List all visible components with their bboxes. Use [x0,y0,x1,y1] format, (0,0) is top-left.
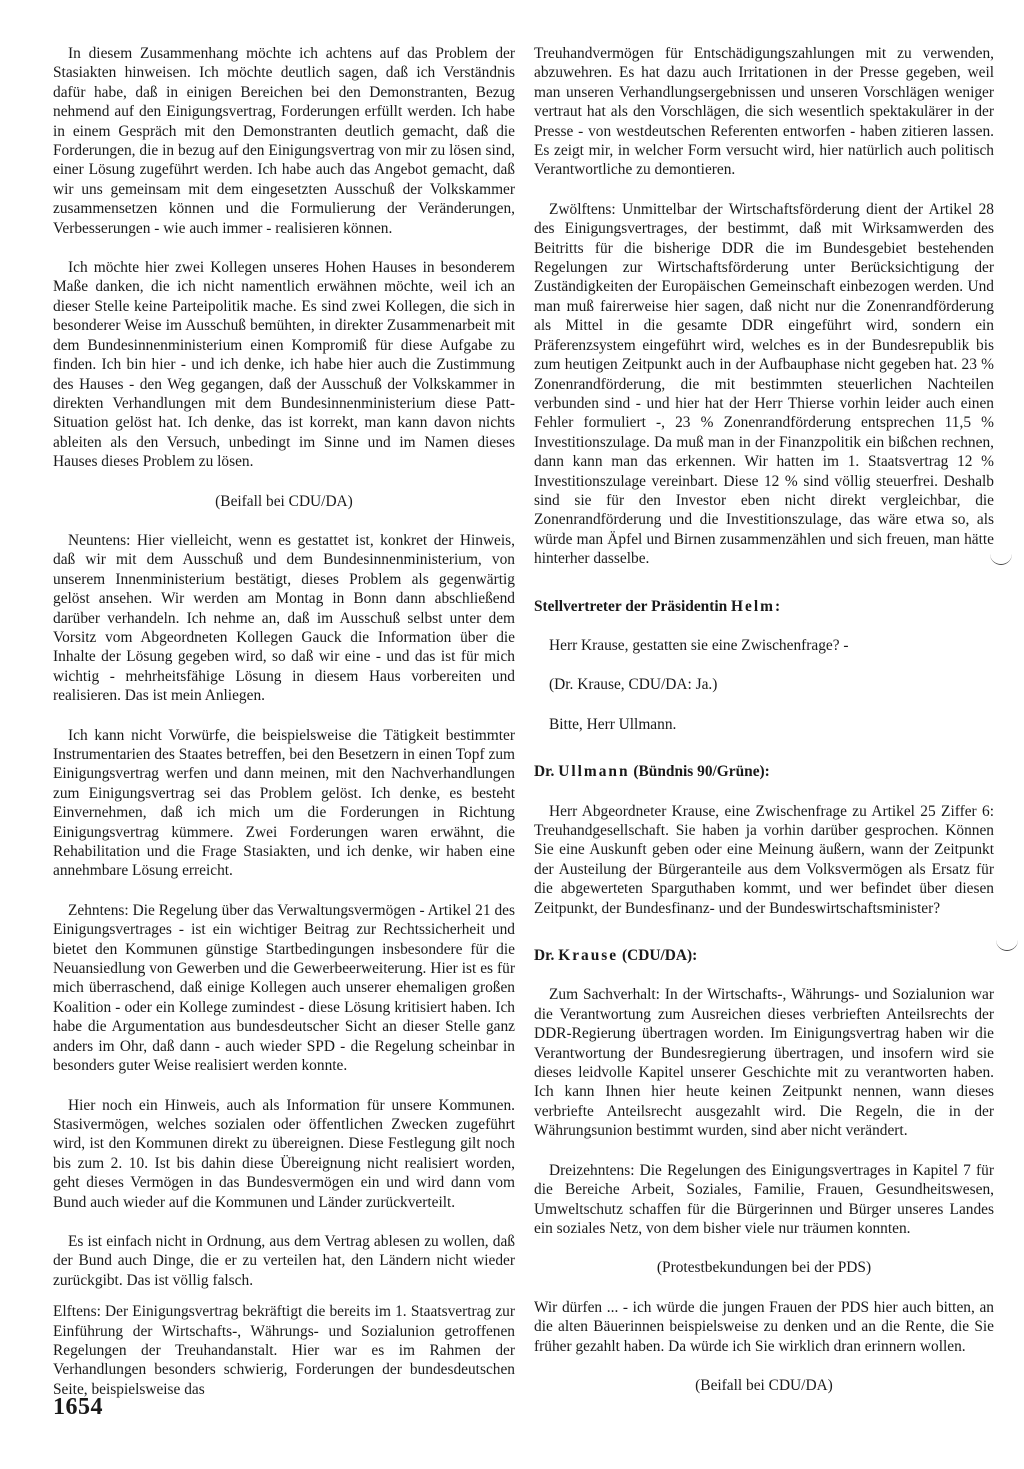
paragraph: Ich kann nicht Vorwürfe, die beispielsweise die Tätigkeit bestimmter Instrumentarien des Staates betreffen, bei den Besetzern in einen Topf zum Einigungsvertrag werfen und dann meinen, mit den Nachverhandlungen zum Einigungsvertrag sei das Problem gelöst. Ich denke, es besteht Einvernehmen, daß ich mich um die Forderungen in Richtung Einigungsvertrag kümmere. Zwei Forderungen waren erwähnt, die Rehabilitation und die Frage Stasiakten, und ich denke, wir haben eine annehmbare Lösung erreicht. [53,726,515,880]
interjection: (Dr. Krause, CDU/DA: Ja.) [549,676,718,694]
paragraph: Zwölftens: Unmittelbar der Wirtschaftsförderung dient der Artikel 28 des Einigungsvertrages, der bestimmt, daß mit Wirksamwerden des Beitritts für die bisherige DDR die im Bundesgebiet bestehenden Regelungen zur Wirtschaftsförderung unter Berücksichtigung der Zuständigkeiten der Europäischen Gemeinschaft einbezogen werden. Und man muß fairerweise hier sagen, daß nicht nur die Zonenrandförderung als Mittel in die gesamte DDR eingeführt wird, sondern ein Präferenzsystem eingeführt wird, welches es in der Bundesrepublik bis zum heutigen Zeitpunkt auch in der Aufbauphase nicht gegeben hat. 23 % Zonenrandförderung, die mit bestimmten steuerlichen Nachteilen verbunden sind - und hier hat der Herr Thierse vorhin leider auch einen Fehler formuliert -, 23 % Zonenrandförderung entsprechen 11,5 % Investitionszulage. Da muß man in der Finanzpolitik ein bißchen rechnen, dann kann man das erkennen. Wir hatten im 1. Staatsvertrag 12 % Investitionszulage vereinbart. Diese 12 % sind völlig steuerfrei. Deshalb sind sie für den Investor eben nicht direkt vergleichbar, die Zonenrandförderung und die Investitionszulage, das wäre etwa so, als würde man Äpfel und Birnen zusammenzählen und sich freuen, man hätte hinterher dasselbe. [534,200,994,568]
presiding-remark: Herr Krause, gestatten sie eine Zwischenfrage? - [549,636,849,654]
paragraph: Ich möchte hier zwei Kollegen unseres Hohen Hauses in besonderem Maße danken, die ich nicht namentlich erwähnen möchte, weil ich an dieser Stelle keine Parteipolitik mache. Es sind zwei Kollegen, die sich in besonderer Weise im Ausschuß bemühten, in direkter Zusammenarbeit mit dem Bundesinnenministerium einen Kompromiß für diese Aufgabe zu finden. Ich bin hier - und ich denke, ich habe hier auch die Zustimmung des Hauses - den Weg gegangen, daß der Ausschuß der Volkskammer in direkten Verhandlungen mit dem Bundesinnenministerium diese Patt-Situation gelöst hat. Ich denke, das ist korrekt, man kann davon nichts ableiten als den Versuch, unbedingt im Sinne und im Namen dieses Hauses dieses Problem zu lösen. [53,259,515,471]
applause-note: (Beifall bei CDU/DA) [215,492,353,510]
speaker-party: (CDU/DA): [618,947,698,965]
speaker-title: Stellvertreter der Präsidentin [534,597,732,615]
paragraph: In diesem Zusammenhang möchte ich achtens auf das Problem der Stasiakten hinweisen. Ich möchte deutlich sagen, daß ich Verständnis dafür habe, daß in einigen Bereichen bei den Demonstranten, Bezug nehmend auf den Einigungsvertrag, Forderungen erfüllt werden. Ich habe in einem Gespräch mit den Demonstranten deutlich gemacht, daß die Forderungen, die in bezug auf den Einigungsvertrag von mir zu lösen sind, einer Lösung zugeführt werden. Ich habe auch das Angebot gemacht, daß wir uns gemeinsam mit dem eingesetzten Ausschuß der Volkskammer zusammensetzen können und die Formulierung der Veränderungen, Verbesserungen - wie auch immer - realisieren können. [53,45,515,237]
margin-mark [996,940,1018,951]
speaker-heading [534,762,994,781]
paragraph: Treuhandvermögen für Entschädigungszahlungen mit zu verwenden, abzuwehren. Es hat dazu auch Irritationen in der Presse gegeben, weil man unseren Verhandlungsergebnissen und unseren Vorschlägen weniger vertraut hat als den Vorschlägen, die sich wesentlich spektakulärer in der Presse - von westdeutschen Referenten entworfen - haben zitieren lassen. Es zeigt mir, in welcher Form versucht wird, hier natürlich auch politisch Verantwortliche zu demontieren. [534,45,994,179]
speaker-name: Krause [558,947,619,965]
left-column [53,44,515,1399]
paragraph: Hier noch ein Hinweis, auch als Information für unsere Kommunen. Stasivermögen, welches sozialen oder öffentlichen Zwecken zugeführt wird, ist den Kommunen direkt zu übereignen. Diese Festlegung gilt noch bis zum 2. 10. Ist bis dahin diese Übereignung nicht realisiert worden, geht dieses Vermögen in das Bundesvermögen ein und wird dann vom Bund auch wieder auf die Kommunen und Länder zurückverteilt. [53,1096,515,1211]
paragraph: Elftens: Der Einigungsvertrag bekräftigt die bereits im 1. Staatsvertrag zur Einführung der Wirtschafts-, Währungs- und Sozialunion getroffenen Regelungen der Treuhandanstalt. Hier war es im Rahmen der Verhandlungen besonders schwierig, Forderungen der bundesdeutschen Seite, beispielsweise das [53,1303,515,1398]
paragraph: Neuntens: Hier vielleicht, wenn es gestattet ist, konkret der Hinweis, daß wir mit dem Ausschuß und dem Bundesinnenministerium, von unserem Innenministerium bestätigt, dieses Problem als gegenwärtig gelöst ansehen. Wir werden am Montag in Bonn dann abschließend darüber verhandeln. Ich nehme an, daß im Ausschuß selbst unter dem Vorsitz vom Abgeordneten Kollegen Gauck die Information über die Inhalte der Lösung gegeben wird, so daß wir eine - und das ist für mich wichtig - mehrheitsfähige Lösung in diesem Haus vorbereiten und realisieren. Das ist mein Anliegen. [53,531,515,705]
speaker-heading [534,946,994,965]
presiding-remark: Bitte, Herr Ullmann. [549,715,677,733]
right-column [534,44,994,1395]
paragraph: Zum Sachverhalt: In der Wirtschafts-, Währungs- und Sozialunion war die Verantwortung zum Ausreichen dieses verbrieften Anteilsrechts der DDR-Regierung übertragen worden. Im Einigungsvertrag haben wir die Verantwortung der Bundesregierung übertragen, und insofern wird sie dieses leidvolle Kapitel unserer Geschichte mit zu verantworten haben. Ich kann Ihnen hier heute keinen Zeitpunkt nennen, wann dieses verbriefte Anteilsrecht ausgezahlt wird. Die Regeln, die in der Währungsunion bestimmt wurden, sind aber nicht verändert. [534,986,994,1140]
paragraph: Wir dürfen ... - ich würde die jungen Frauen der PDS hier auch bitten, an die alten Bäuerinnen beispielsweise zu denken und an die Rente, die Sie früher gezahlt haben. Da würde ich Sie wirklich dran erinnern wollen. [534,1298,994,1355]
speaker-name: Helm [731,597,775,615]
speaker-colon: : [774,597,781,615]
paragraph: Herr Abgeordneter Krause, eine Zwischenfrage zu Artikel 25 Ziffer 6: Treuhandgesellschaft. Sie haben ja vorhin darüber gesprochen. Können Sie eine Auskunft geben oder eine Meinung äußern, wann der Zeitpunkt der Austeilung der Bürgeranteile aus dem Volksvermögen als Ersatz für die abgewerteten Sparguthaben kommt, und wer befindet über diesen Zeitpunkt, der Bundesfinanz- und der Bundeswirtschaftsminister? [534,802,994,917]
page-number: 1654 [53,1394,103,1420]
speaker-title: Dr. [534,947,559,965]
paragraph: Es ist einfach nicht in Ordnung, aus dem Vertrag ablesen zu wollen, daß der Bund auch Dinge, die er zu verteilen hat, den Ländern nicht wieder zurückgibt. Das ist völlig falsch. [53,1232,515,1289]
speaker-party: (Bündnis 90/Grüne): [629,763,770,781]
speaker-name: Ullmann [558,763,630,781]
speaker-heading [534,597,994,616]
paragraph: Zehntens: Die Regelung über das Verwaltungsvermögen - Artikel 21 des Einigungsvertrages - ist ein wichtiger Beitrag zur Rechtssicherheit und bietet den Kommunen günstige Startbedingungen insbesondere für die Neuansiedlung von Gewerben und die Gewerbeerweiterung. Hier ist es für mich überraschend, daß einige Kollegen auch unserer ehemaligen großen Koalition - oder ein Kollege zumindest - diese Lösung kritisiert haben. Ich habe die Argumentation aus bundesdeutscher Sicht an dieser Stelle ganz anders im Ohr, daß dann - auch wieder SPD - die Regelung scheinbar in besonders guter Weise realisiert werden konnte. [53,901,515,1075]
speaker-title: Dr. [534,763,559,781]
protest-note: (Protestbekundungen bei der PDS) [656,1259,872,1277]
applause-note: (Beifall bei CDU/DA) [695,1376,833,1394]
paragraph: Dreizehntens: Die Regelungen des Einigungsvertrages in Kapitel 7 für die Bereiche Arbeit, Soziales, Familie, Frauen, Gesundheitswesen, Umweltschutz schaffen für die Bürgerinnen und Bürger unseres Landes ein soziales Netz, von dem bisher viele nur träumen konnten. [534,1161,994,1237]
